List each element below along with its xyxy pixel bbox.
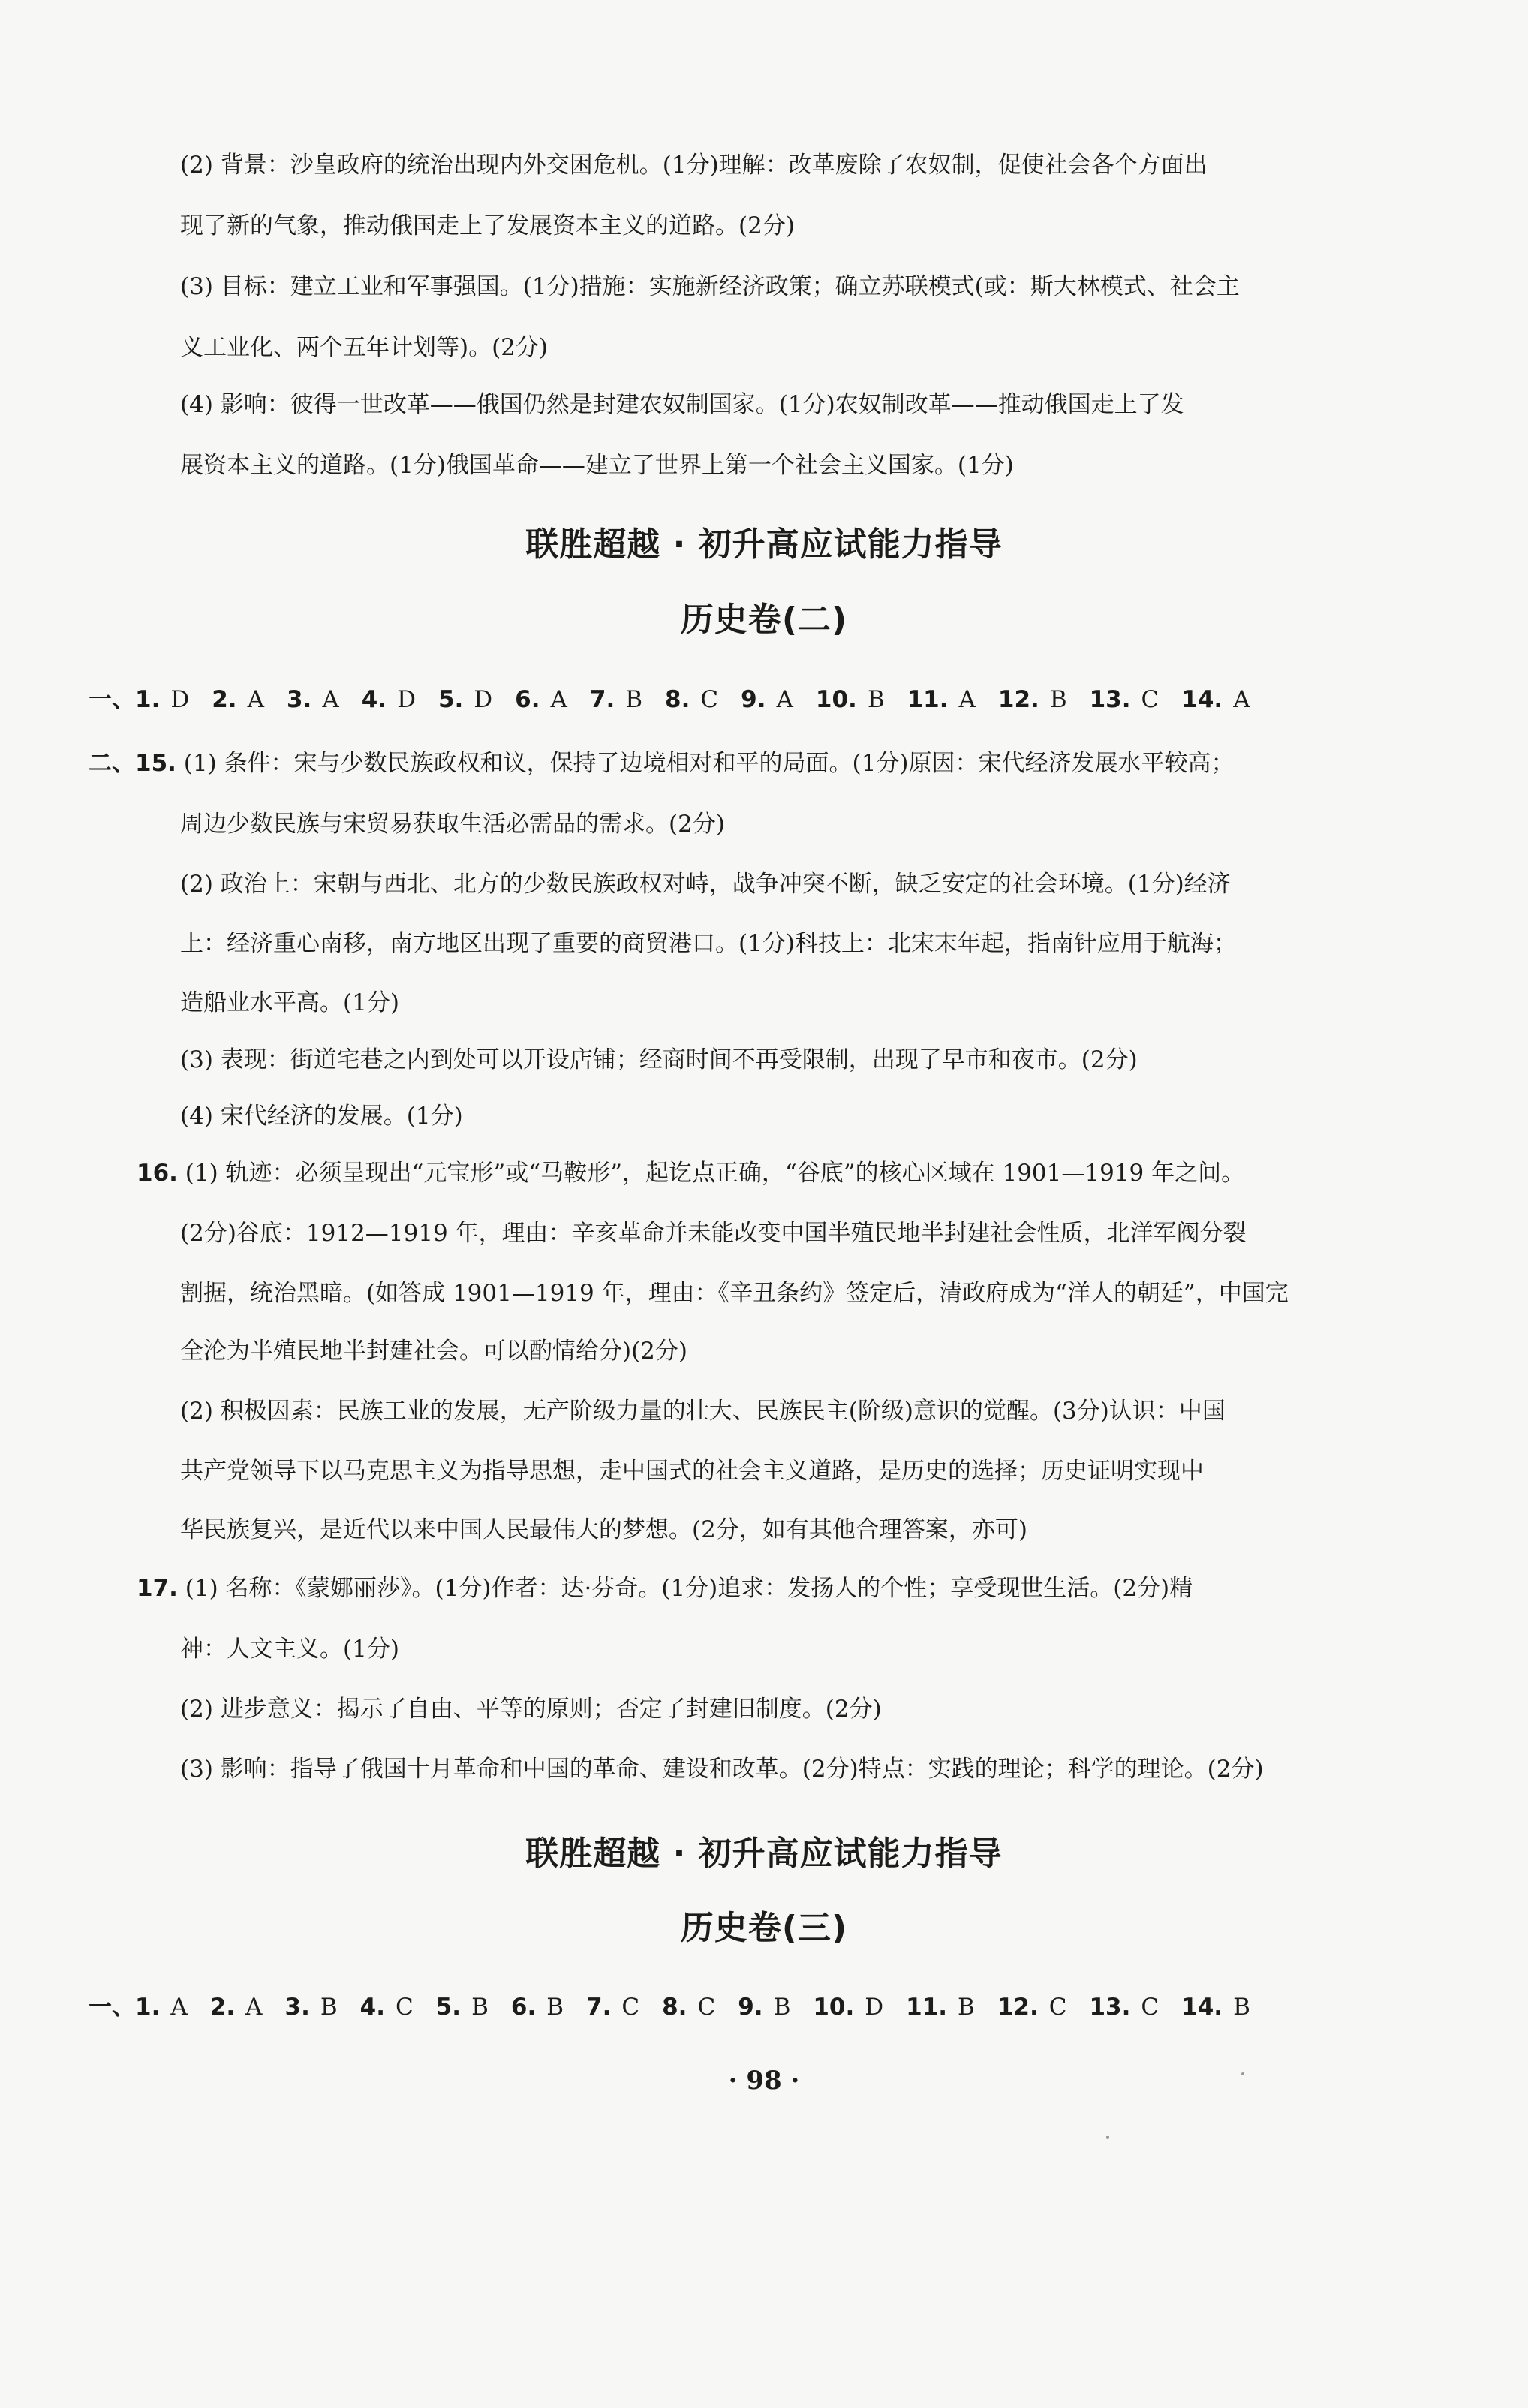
answer-number: 3. [286,686,312,713]
answer-item [135,1994,188,2021]
text-line: 华民族复兴，是近代以来中国人民最伟大的梦想。(2分，如有其他合理答案，亦可) [180,1516,1027,1543]
answer-number: 9. [741,686,766,713]
answer-choice: C [1048,1994,1067,2021]
answer-choice: D [865,1994,884,2021]
answer-choice: A [958,686,976,713]
text-line: 全沦为半殖民地半封建社会。可以酌情给分)(2分) [180,1338,688,1365]
question-number: 17. [137,1575,178,1602]
answer-item [285,1994,338,2021]
answer-item [998,686,1067,713]
answer-choice: A [247,686,264,713]
answer-choice: B [471,1994,489,2021]
answer-item [438,686,492,713]
answer-choice: C [697,1994,716,2021]
answer-choice: A [776,686,793,713]
answer-item [1181,1994,1250,2021]
text-line: 上：经济重心南移，南方地区出现了重要的商贸港口。(1分)科技上：北宋末年起，指南针应用于航海； [180,930,1237,957]
answer-choice: C [700,686,719,713]
answer-choice: A [550,686,567,713]
answer-item [135,686,189,713]
answer-number: 8. [665,686,690,713]
text-line: (2) 背景：沙皇政府的统治出现内外交困危机。(1分)理解：改革废除了农奴制，促使社会各个方面出 [180,152,1208,179]
answer-number: 4. [359,1994,385,2021]
answer-number: 5. [438,686,464,713]
text-line: (1) 名称：《蒙娜丽莎》。(1分)作者：达·芬奇。(1分)追求：发扬人的个性；享受现世生活。(2分)精 [185,1575,1193,1602]
answer-choice: C [1141,1994,1160,2021]
answer-choice: C [396,1994,414,2021]
answer-number: 1. [135,1994,161,2021]
answer-number: 5. [435,1994,462,2021]
answer-number: 10. [813,1994,855,2021]
text-line: (4) 宋代经济的发展。(1分) [180,1103,463,1130]
answer-number: 12. [997,686,1039,713]
answer-choice: C [621,1994,640,2021]
answer-row [89,685,1273,715]
text-line: 现了新的气象，推动俄国走上了发展资本主义的道路。(2分) [180,212,795,239]
answer-item [816,686,885,713]
answer-item [515,686,567,713]
answer-item [1089,1994,1159,2021]
text-line: 义工业化、两个五年计划等)。(2分) [180,334,549,361]
answer-choice: A [245,1994,263,2021]
answer-row [89,1992,1273,2022]
question-number: 16. [137,1160,178,1187]
text-line: 展资本主义的道路。(1分)俄国革命——建立了世界上第一个社会主义国家。(1分) [180,452,1014,479]
answer-choice: D [474,686,493,713]
answer-choice: B [958,1994,975,2021]
text-line: 造船业水平高。(1分) [180,989,399,1016]
text-line: (2) 政治上：宋朝与西北、北方的少数民族政权对峙，战争冲突不断，缺乏安定的社会环境。(1分)经济 [180,871,1231,898]
question-16-line [137,1158,1244,1188]
answer-choice: B [546,1994,564,2021]
answer-item [665,686,718,713]
section-header: 联胜超越 · 初升高应试能力指导 [525,525,1003,564]
answer-item [741,686,793,713]
answer-number: 14. [1181,1994,1223,2021]
answer-item [436,1994,489,2021]
answer-choice: B [867,686,885,713]
section-header: 联胜超越 · 初升高应试能力指导 [525,1835,1003,1873]
text-line: (1) 条件：宋与少数民族政权和议，保持了边境相对和平的局面。(1分)原因：宋代经济发展水平较高； [183,750,1235,777]
answer-number: 9. [738,1994,763,2021]
scan-speck [1106,2136,1109,2139]
answer-number: 11. [906,1994,948,2021]
section-subtitle: 历史卷(二) [680,600,848,639]
answer-choice: B [320,1994,338,2021]
answer-list [135,686,1273,713]
answer-item [212,686,264,713]
text-line: (3) 表现：街道宅巷之内到处可以开设店铺；经商时间不再受限制，出现了早市和夜市。(2分) [180,1046,1138,1073]
answer-item [590,686,642,713]
answer-number: 13. [1089,1994,1131,2021]
answer-choice: B [1233,1994,1250,2021]
part-label: 一、 [89,1994,135,2021]
answer-number: 11. [907,686,949,713]
answer-item [287,686,339,713]
answer-choice: C [1141,686,1160,713]
answer-number: 7. [589,686,615,713]
answer-number: 2. [209,1994,236,2021]
answer-number: 8. [662,1994,687,2021]
text-line: (4) 影响：彼得一世改革——俄国仍然是封建农奴制国家。(1分)农奴制改革——推动俄国走上了发 [180,391,1184,418]
answer-item [907,686,976,713]
part-label: 二、 [89,750,135,777]
answer-choice: A [1233,686,1250,713]
answer-number: 13. [1089,686,1131,713]
answer-number: 4. [361,686,387,713]
question-15-line [89,748,1234,778]
answer-choice: A [170,1994,188,2021]
text-line: 共产党领导下以马克思主义为指导思想，走中国式的社会主义道路，是历史的选择；历史证明实现中 [180,1458,1204,1485]
answer-item [360,1994,414,2021]
text-line: (1) 轨迹：必须呈现出“元宝形”或“马鞍形”，起讫点正确，“谷底”的核心区域在 1901—1919 年之间。 [185,1160,1245,1187]
answer-item [813,1994,883,2021]
scan-speck [1241,2072,1244,2075]
answer-choice: D [397,686,416,713]
text-line: (2) 进步意义：揭示了自由、平等的原则；否定了封建旧制度。(2分) [180,1696,882,1723]
text-line: (2) 积极因素：民族工业的发展，无产阶级力量的壮大、民族民主(阶级)意识的觉醒。(3分)认识：中国 [180,1398,1226,1425]
text-line: 周边少数民族与宋贸易获取生活必需品的需求。(2分) [180,811,725,838]
text-line: (3) 影响：指导了俄国十月革命和中国的革命、建设和改革。(2分)特点：实践的理论；科学的理论。(2分) [180,1756,1264,1783]
answer-item [586,1994,639,2021]
answer-item [1090,686,1160,713]
answer-choice: B [773,1994,791,2021]
question-17-line [137,1573,1193,1603]
answer-list [135,1994,1273,2021]
answer-item [906,1994,975,2021]
question-number: 15. [135,750,176,777]
answer-item [997,1994,1067,2021]
answer-item [511,1994,564,2021]
answer-item [738,1994,790,2021]
answer-item [362,686,416,713]
answer-item [1181,686,1250,713]
answer-choice: B [1049,686,1067,713]
answer-number: 1. [135,686,161,713]
answer-item [662,1994,715,2021]
answer-number: 7. [586,1994,612,2021]
answer-number: 2. [212,686,237,713]
text-line: 割据，统治黑暗。(如答成 1901—1919 年，理由：《辛丑条约》签定后，清政府成为“洋人的朝廷”，中国完 [180,1280,1289,1307]
answer-number: 10. [815,686,857,713]
answer-number: 14. [1181,686,1223,713]
answer-number: 6. [510,1994,537,2021]
answer-number: 6. [515,686,540,713]
section-subtitle: 历史卷(三) [680,1909,848,1947]
text-line: (3) 目标：建立工业和军事强国。(1分)措施：实施新经济政策；确立苏联模式(或：斯大林模式、社会主 [180,273,1240,300]
answer-choice: A [322,686,339,713]
answer-choice: D [170,686,190,713]
page-number: · 98 · [728,2066,800,2096]
answer-item [210,1994,263,2021]
answer-number: 12. [997,1994,1039,2021]
text-line: 神：人文主义。(1分) [180,1636,399,1663]
answer-number: 3. [284,1994,310,2021]
text-line: (2分)谷底：1912—1919 年，理由：辛亥革命并未能改变中国半殖民地半封建社会性质，北洋军阀分裂 [180,1220,1247,1247]
answer-choice: B [625,686,643,713]
part-label: 一、 [89,686,135,713]
